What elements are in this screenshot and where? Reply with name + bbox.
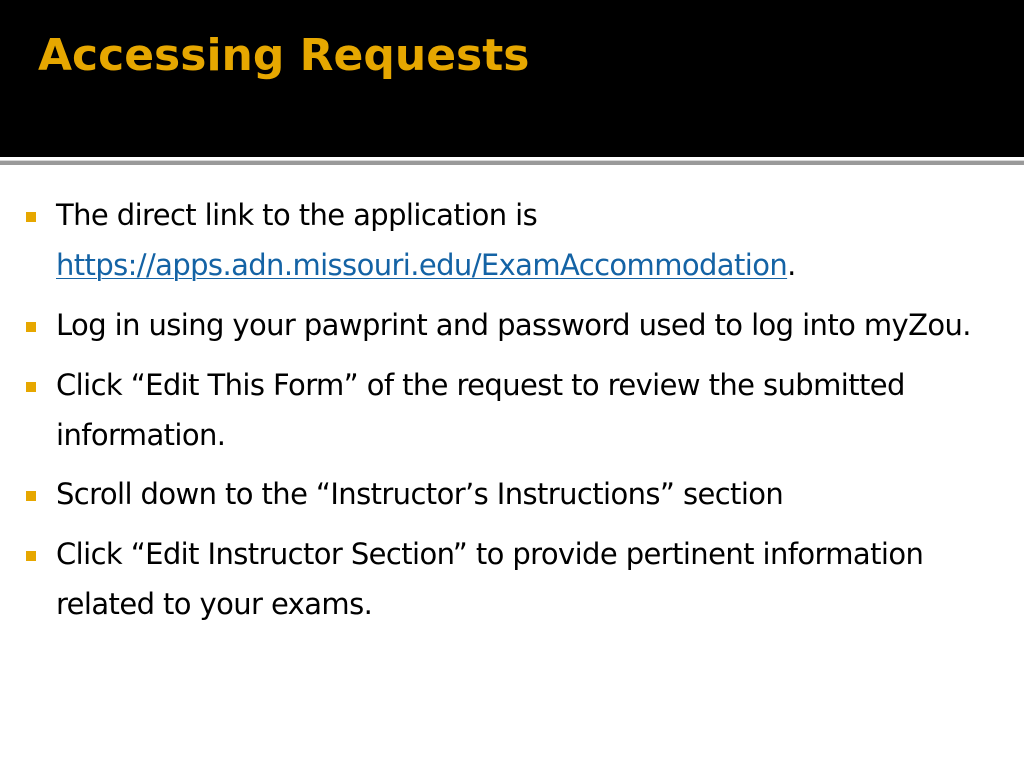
bullet-link-line — [56, 248, 796, 282]
bullet-item-edit-instructor-section — [18, 530, 998, 630]
slide-title: Accessing Requests — [38, 30, 530, 81]
square-bullet-icon — [26, 551, 36, 561]
application-link[interactable]: https://apps.adn.missouri.edu/ExamAccommodation — [56, 247, 788, 282]
bullet-item-application-link — [18, 191, 998, 291]
square-bullet-icon — [26, 212, 36, 222]
bullet-text: The direct link to the application is — [56, 198, 538, 232]
bullet-text: Click “Edit This Form” of the request to review the submitted information. — [56, 367, 905, 452]
bullet-list — [18, 191, 998, 640]
square-bullet-icon — [26, 491, 36, 501]
bullet-text: Log in using your pawprint and password used to log into myZou. — [56, 307, 971, 342]
bullet-item-edit-form — [18, 361, 998, 461]
slide-title-bar — [0, 0, 1024, 157]
bullet-item-login — [18, 301, 998, 351]
square-bullet-icon — [26, 322, 36, 332]
bullet-item-scroll — [18, 470, 998, 520]
link-period: . — [787, 247, 796, 282]
bullet-text: Click “Edit Instructor Section” to provide pertinent information related to your exams. — [56, 537, 924, 622]
square-bullet-icon — [26, 382, 36, 392]
bullet-text: Scroll down to the “Instructor’s Instructions” section — [56, 477, 784, 512]
title-divider — [0, 160, 1024, 165]
